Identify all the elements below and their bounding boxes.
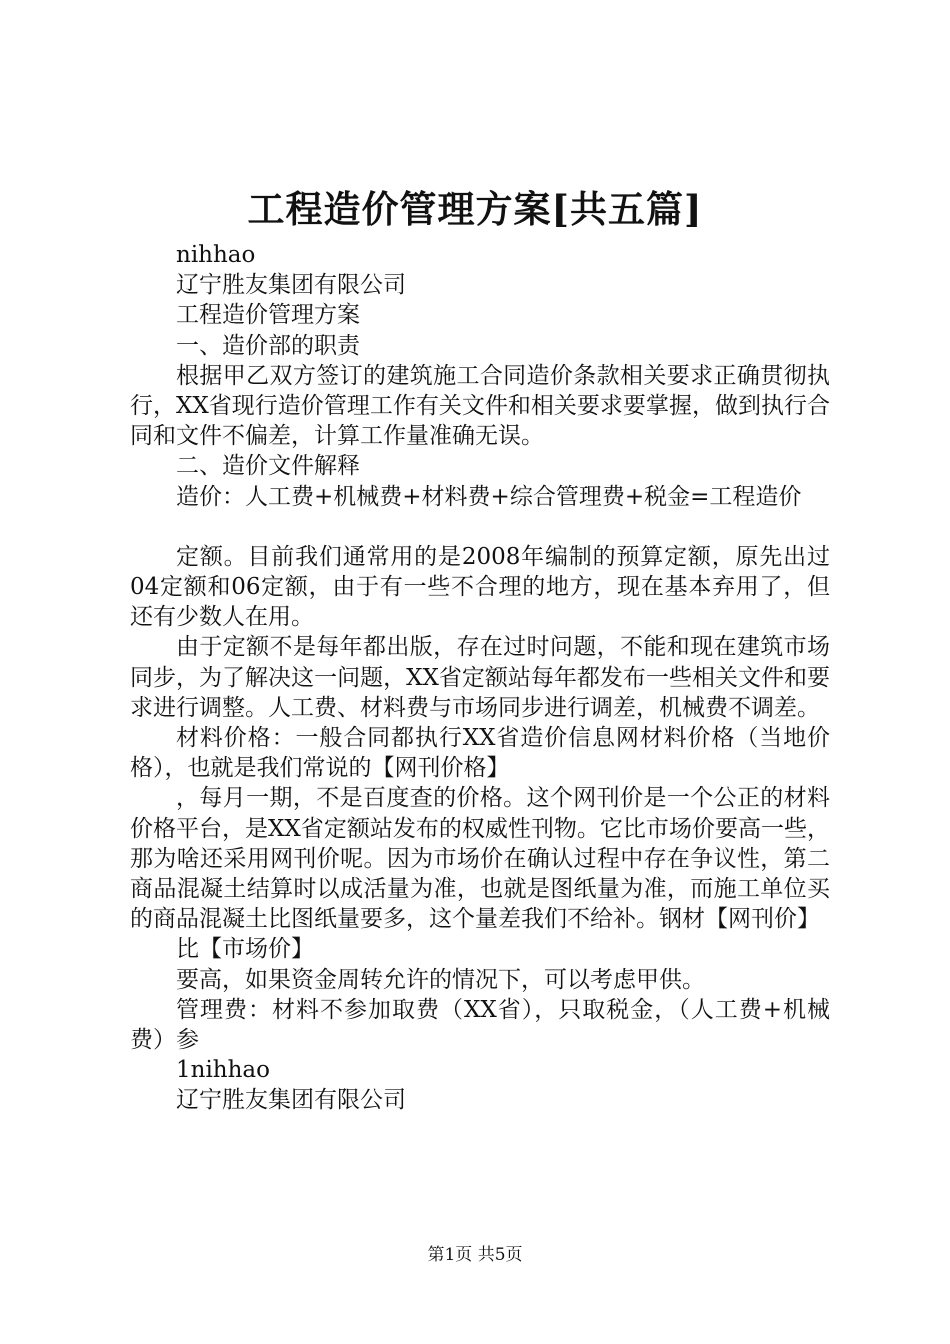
paragraph: 比【市场价】	[176, 936, 314, 963]
document-title: 工程造价管理方案[共五篇]	[247, 187, 703, 231]
paragraph: 要高，如果资金周转允许的情况下，可以考虑甲供。	[176, 966, 705, 993]
page-indicator: 第1页 共5页	[427, 1245, 523, 1265]
paragraph: 工程造价管理方案	[176, 302, 360, 329]
paragraph: 一、造价部的职责	[176, 332, 360, 359]
paragraph: 根据甲乙双方签订的建筑施工合同造价条款相关要求正确贯彻执行，XX省现行造价管理工作有关文件和相关要求要掌握，做到执行合同和文件不偏差，计算工作量准确无误。	[130, 362, 830, 450]
paragraph: 材料价格：一般合同都执行XX省造价信息网材料价格（当地价格），也就是我们常说的【网刊价格】	[130, 725, 830, 782]
paragraph: 定额。目前我们通常用的是2008年编制的预算定额，原先出过04定额和06定额，由于有一些不合理的地方，现在基本弃用了，但还有少数人在用。	[130, 543, 830, 631]
paragraph: 管理费：材料不参加取费（XX省），只取税金，（人工费+机械费）参	[130, 996, 830, 1054]
paragraph: nihhao	[176, 242, 256, 268]
paragraph: 辽宁胜友集团有限公司	[176, 272, 406, 299]
paragraph: 由于定额不是每年都出版，存在过时问题，不能和现在建筑市场同步，为了解决这一问题，XX省定额站每年都发布一些相关文件和要求进行调整。人工费、材料费与市场同步进行调差，机械费不调差。	[130, 634, 830, 721]
document-body	[130, 240, 830, 1116]
paragraph: 1nihhao	[176, 1057, 270, 1084]
paragraph: 二、造价文件解释	[176, 453, 360, 480]
paragraph: 辽宁胜友集团有限公司	[176, 1087, 406, 1114]
paragraph: 造价：人工费+机械费+材料费+综合管理费+税金=工程造价	[176, 483, 802, 510]
paragraph: ，每月一期，不是百度查的价格。这个网刊价是一个公正的材料价格平台，是XX省定额站发布的权威性刊物。它比市场价要高一些，那为啥还采用网刊价呢。因为市场价在确认过程中存在争议性，第二商品混凝土结算时以成活量为准，也就是图纸量为准，而施工单位买的商品混凝土比图纸量要多，这个量差我们不给补。钢材【网刊价】	[130, 785, 830, 933]
